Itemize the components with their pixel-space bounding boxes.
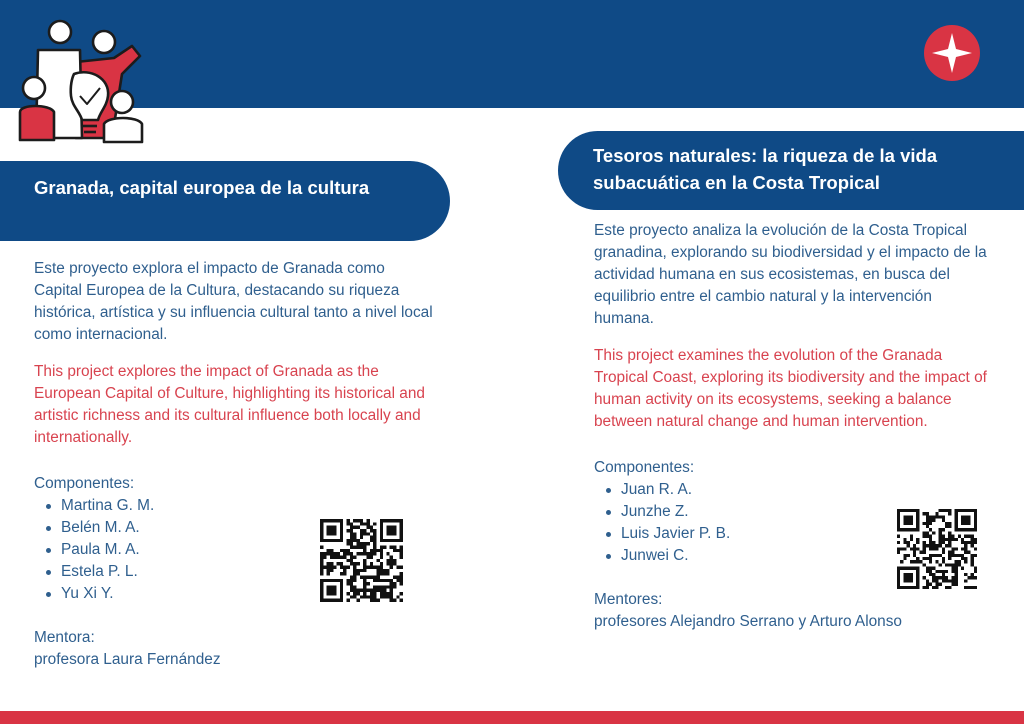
footer-band (0, 711, 1024, 724)
right-mentor-name: profesores Alejandro Serrano y Arturo Alonso (594, 613, 902, 630)
list-item: Junwei C. (606, 545, 994, 567)
right-project-title: Tesoros naturales: la riqueza de la vida subacuática en la Costa Tropical (558, 131, 1024, 210)
qr-code-icon[interactable] (897, 509, 977, 589)
left-description-en: This project explores the impact of Granada as the European Capital of Culture, highlighting its historical and artistic richness and its cultural influence both locally and internationally. (34, 363, 425, 446)
left-project-title: Granada, capital europea de la cultura (0, 161, 450, 241)
left-components-label: Componentes: (34, 475, 135, 492)
header-band (0, 0, 1024, 108)
right-components-label: Componentes: (594, 459, 695, 476)
list-item: Luis Javier P. B. (606, 523, 994, 545)
left-mentor-name: profesora Laura Fernández (34, 651, 221, 668)
list-item: Martina G. M. (46, 495, 434, 517)
right-description-en: This project examines the evolution of the Granada Tropical Coast, exploring its biodiversity and the impact of human activity on its ecosystems, seeking a balance between natural change and human intervention. (594, 347, 987, 430)
left-description-es: Este proyecto explora el impacto de Granada como Capital Europea de la Cultura, destacando su riqueza histórica, artística y su influencia cultural tanto a nivel local como internacional. (34, 260, 433, 343)
left-mentor-label: Mentora: (34, 629, 95, 646)
right-mentor-label: Mentores: (594, 591, 663, 608)
left-project-body (34, 258, 434, 671)
list-item: Estela P. L. (46, 561, 434, 583)
list-item: Yu Xi Y. (46, 583, 434, 605)
list-item: Juan R. A. (606, 479, 994, 501)
list-item: Junzhe Z. (606, 501, 994, 523)
team-lightbulb-icon (14, 16, 150, 148)
right-description-es: Este proyecto analiza la evolución de la Costa Tropical granadina, explorando su biodiversidad y el impacto de la actividad humana en sus ecosistemas, en busca del equilibrio entre el cambio natural y la intervención humana. (594, 222, 987, 327)
list-item: Paula M. A. (46, 539, 434, 561)
star-badge-icon (923, 24, 981, 82)
list-item: Belén M. A. (46, 517, 434, 539)
qr-code-icon[interactable] (320, 519, 403, 602)
